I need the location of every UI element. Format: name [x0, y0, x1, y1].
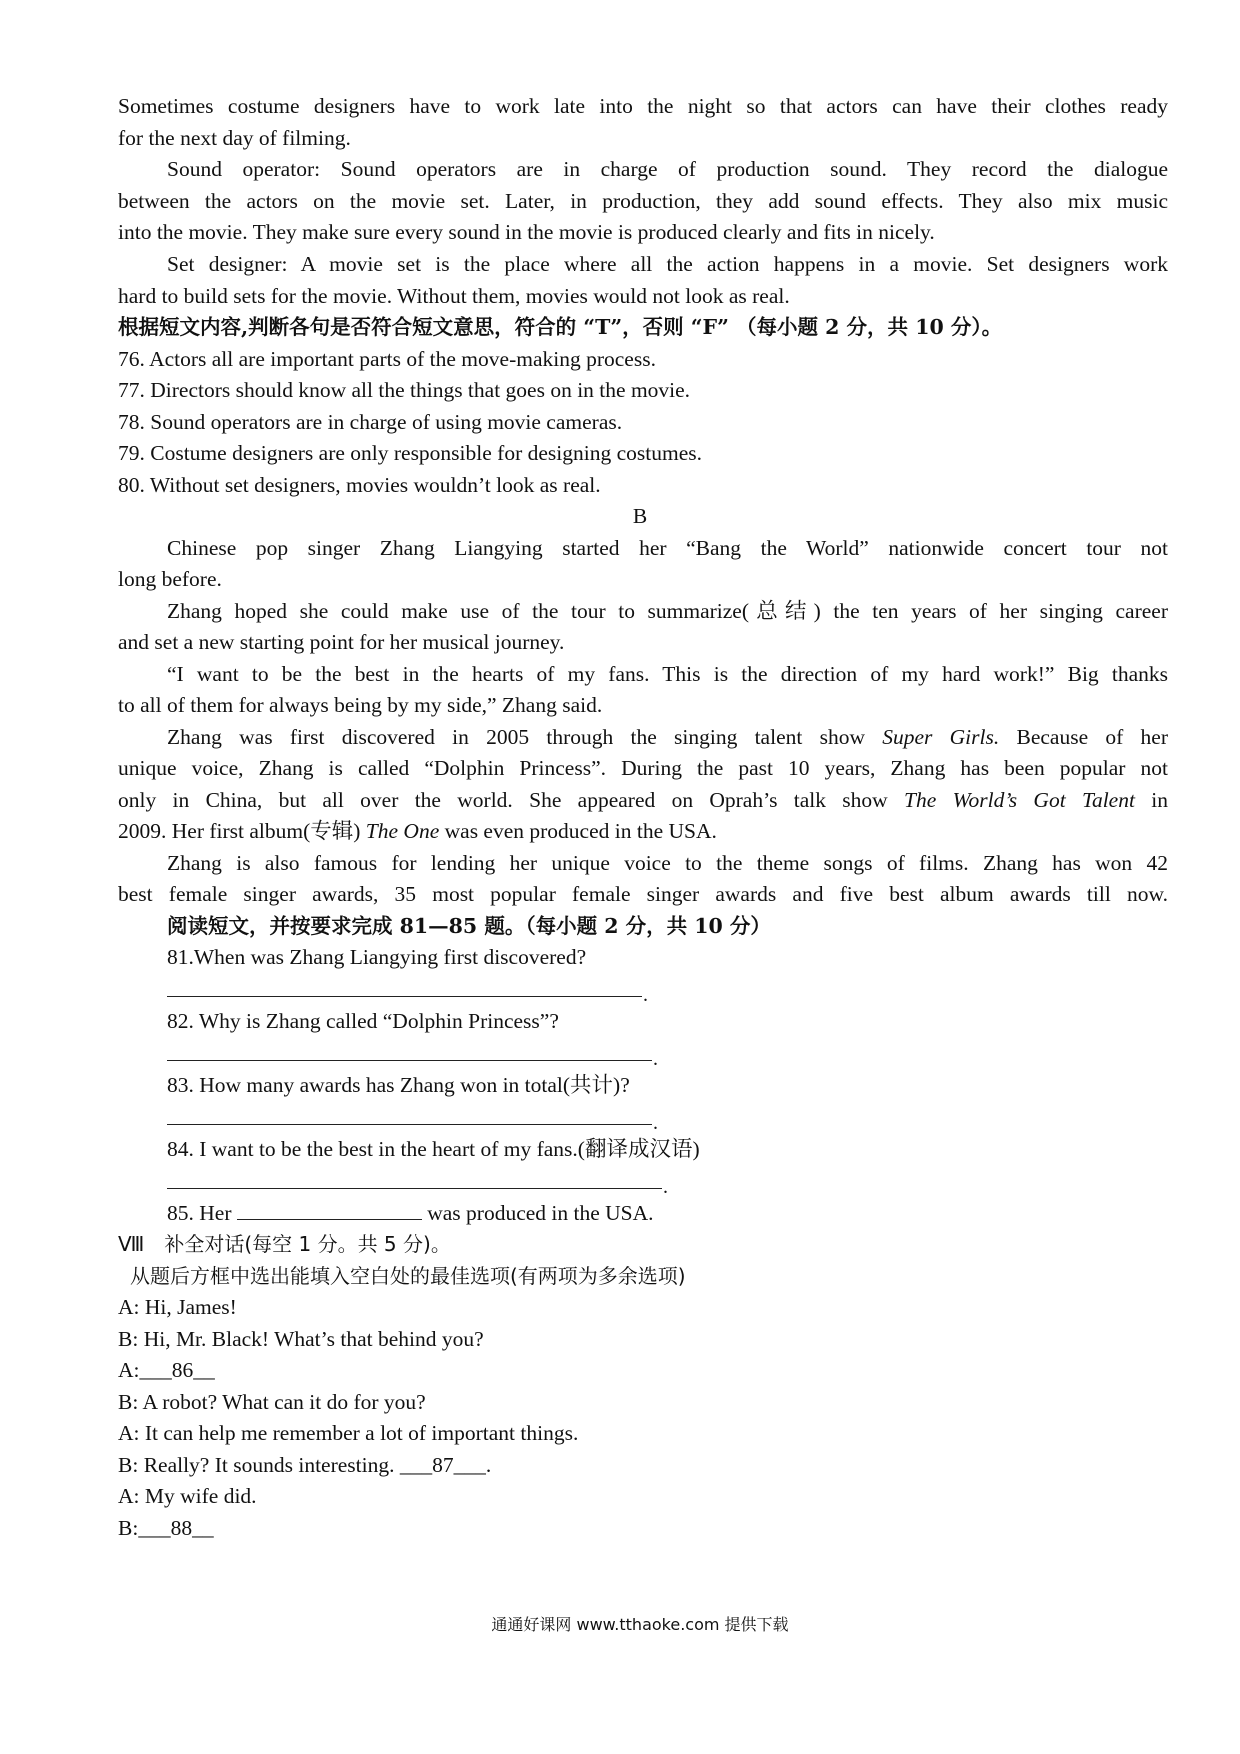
- answer-blank-84[interactable]: [167, 1188, 662, 1189]
- paragraph-line: between the actors on the movie set. Later, in production, they add sound effects. They also mix music: [118, 189, 1168, 213]
- paragraph-line: to all of them for always being by my side,” Zhang said.: [118, 693, 603, 717]
- blank-period: .: [653, 1048, 658, 1070]
- tf-item: 79. Costume designers are only responsible for designing costumes.: [118, 441, 702, 465]
- paragraph-line: into the movie. They make sure every sound in the movie is produced clearly and fits in nicely.: [118, 220, 935, 244]
- tf-item: 80. Without set designers, movies wouldn’t look as real.: [118, 473, 601, 497]
- dialogue-instruction: 从题后方框中选出能填入空白处的最佳选项(有两项为多余选项): [130, 1264, 686, 1288]
- dialogue-line-blank-86: A:___86__: [118, 1358, 215, 1382]
- paragraph-line: long before.: [118, 567, 222, 591]
- paragraph-line: best female singer awards, 35 most popular female singer awards and five best album awards till now.: [118, 882, 1168, 906]
- answer-blank-83[interactable]: [167, 1124, 652, 1125]
- answer-blank-85[interactable]: [237, 1197, 422, 1220]
- paragraph-line: Set designer: A movie set is the place where all the action happens in a movie. Set designers work: [167, 252, 1168, 276]
- question-81: 81.When was Zhang Liangying first discovered?: [167, 945, 587, 969]
- dialogue-line: A: My wife did.: [118, 1484, 257, 1508]
- paragraph-line: Zhang was first discovered in 2005 through the singing talent show Super Girls. Because of her: [167, 725, 1168, 749]
- answer-blank-82[interactable]: [167, 1060, 652, 1061]
- question-85: 85. Her was produced in the USA.: [167, 1197, 1217, 1229]
- dialogue-line: B: Hi, Mr. Black! What’s that behind you?: [118, 1327, 484, 1351]
- dialogue-line: A: It can help me remember a lot of important things.: [118, 1421, 579, 1445]
- paragraph-line: Zhang is also famous for lending her unique voice to the theme songs of films. Zhang has won 42: [167, 851, 1168, 875]
- tf-item: 77. Directors should know all the things that goes on in the movie.: [118, 378, 691, 402]
- page-footer: 通通好课网 www.tthaoke.com 提供下载: [491, 1615, 789, 1634]
- question-83: 83. How many awards has Zhang won in total(共计)?: [167, 1073, 630, 1097]
- paragraph-line: hard to build sets for the movie. Without them, movies would not look as real.: [118, 284, 790, 308]
- dialogue-line: A: Hi, James!: [118, 1295, 237, 1319]
- paragraph-line: 2009. Her first album(专辑) The One was even produced in the USA.: [118, 819, 717, 843]
- tf-item: 76. Actors all are important parts of the move-making process.: [118, 347, 656, 371]
- blank-period: .: [653, 1112, 658, 1134]
- tf-instruction: 根据短文内容,判断各句是否符合短文意思，符合的 “T”，否则 “F” （每小题 2 分，共 10 分）。: [118, 315, 1003, 339]
- dialogue-line-blank-87: B: Really? It sounds interesting. ___87___.: [118, 1453, 492, 1477]
- paragraph-line: Chinese pop singer Zhang Liangying started her “Bang the World” nationwide concert tour not: [167, 536, 1168, 560]
- dialogue-line-blank-88: B:___88__: [118, 1516, 214, 1540]
- dialogue-line: B: A robot? What can it do for you?: [118, 1390, 426, 1414]
- question-84: 84. I want to be the best in the heart of my fans.(翻译成汉语): [167, 1137, 700, 1161]
- paragraph-line: “I want to be the best in the hearts of my fans. This is the direction of my hard work!” Big thanks: [167, 662, 1168, 686]
- qa-instruction: 阅读短文，并按要求完成 81—85 题。（每小题 2 分，共 10 分）: [167, 914, 771, 938]
- paragraph-line: and set a new starting point for her musical journey.: [118, 630, 565, 654]
- paragraph-line: Sound operator: Sound operators are in charge of production sound. They record the dialogue: [167, 157, 1168, 181]
- paragraph-line: unique voice, Zhang is called “Dolphin Princess”. During the past 10 years, Zhang has been popular not: [118, 756, 1168, 780]
- paragraph-line: Sometimes costume designers have to work late into the night so that actors can have their clothes ready: [118, 94, 1168, 118]
- paragraph-line: for the next day of filming.: [118, 126, 351, 150]
- tf-item: 78. Sound operators are in charge of using movie cameras.: [118, 410, 623, 434]
- paragraph-line: Zhang hoped she could make use of the tour to summarize(总结) the ten years of her singing career: [167, 599, 1168, 623]
- paragraph-line: only in China, but all over the world. She appeared on Oprah’s talk show The World’s Got Talent in: [118, 788, 1168, 812]
- section-heading-8: Ⅷ 补全对话(每空 1 分。共 5 分)。: [118, 1232, 451, 1256]
- answer-blank-81[interactable]: [167, 996, 642, 997]
- blank-period: .: [663, 1176, 668, 1198]
- question-82: 82. Why is Zhang called “Dolphin Princess”?: [167, 1009, 559, 1033]
- blank-period: .: [643, 984, 648, 1006]
- section-heading-b: B: [632, 504, 648, 528]
